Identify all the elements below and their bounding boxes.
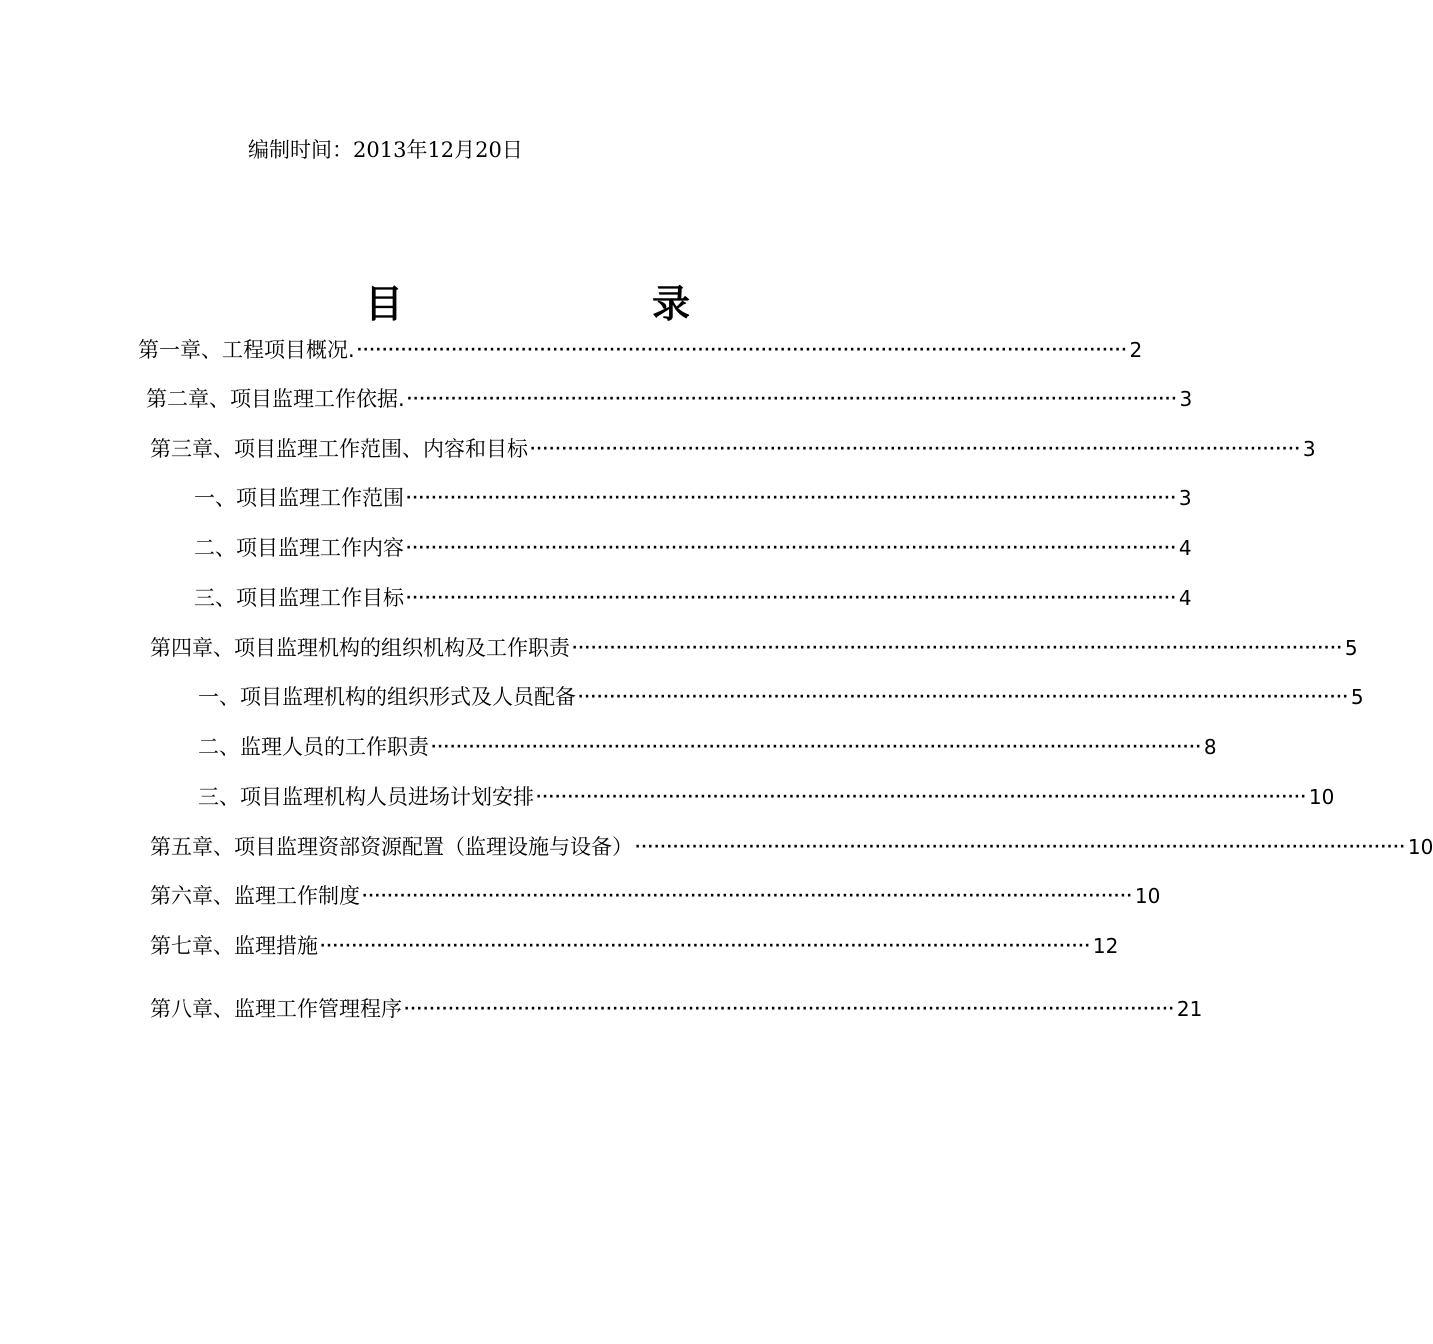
toc-entry-title: 第五章、项目监理资部资源配置（监理设施与设备） — [150, 835, 633, 859]
toc-entry-title: 第一章、工程项目概况. — [138, 338, 355, 362]
dot-leader: ·························································································································· — [362, 888, 1133, 904]
toc-entry-3-2[interactable] — [194, 533, 1192, 563]
toc-page-number: 10 — [1134, 884, 1161, 908]
toc-entry-chapter-8[interactable] — [150, 994, 1203, 1024]
dot-leader: ·························································································································· — [404, 1001, 1175, 1017]
toc-title-left: 目 — [365, 282, 404, 326]
toc-page-number: 3 — [1178, 486, 1192, 510]
toc-title — [0, 278, 950, 330]
toc-entry-title: 二、监理人员的工作职责 — [198, 735, 429, 759]
dot-leader: ·························································································································· — [536, 789, 1307, 805]
dot-leader: ·························································································································· — [406, 590, 1177, 606]
toc-entry-title: 第二章、项目监理工作依据. — [146, 387, 405, 411]
toc-entry-title: 一、项目监理工作范围 — [194, 486, 404, 510]
toc-entry-title: 二、项目监理工作内容 — [194, 536, 404, 560]
toc-page-number: 2 — [1129, 338, 1143, 362]
toc-entry-title: 三、项目监理工作目标 — [194, 586, 404, 610]
toc-entry-3-3[interactable] — [194, 583, 1192, 613]
toc-entry-4-3[interactable] — [198, 782, 1335, 812]
toc-entry-chapter-1[interactable] — [138, 335, 1143, 365]
toc-entry-title: 第三章、项目监理工作范围、内容和目标 — [150, 437, 528, 461]
toc-page-number: 12 — [1092, 934, 1119, 958]
toc-page-number: 4 — [1178, 586, 1192, 610]
toc-entry-title: 第八章、监理工作管理程序 — [150, 997, 402, 1021]
toc-entry-chapter-3[interactable] — [150, 434, 1316, 464]
dot-leader: ·························································································································· — [406, 391, 1178, 407]
toc-entry-chapter-6[interactable] — [150, 881, 1161, 911]
dot-leader: ·························································································································· — [431, 739, 1202, 755]
toc-entry-4-2[interactable] — [198, 732, 1217, 762]
toc-page-number: 21 — [1176, 997, 1203, 1021]
toc-entry-4-1[interactable] — [198, 682, 1364, 712]
toc-entry-chapter-2[interactable] — [146, 384, 1193, 414]
dot-leader: ·························································································································· — [572, 640, 1343, 656]
toc-page-number: 5 — [1350, 685, 1364, 709]
toc-page-number: 3 — [1179, 387, 1193, 411]
toc-entry-title: 第四章、项目监理机构的组织机构及工作职责 — [150, 636, 570, 660]
toc-entry-chapter-5[interactable] — [150, 832, 1433, 862]
dot-leader: ·························································································································· — [530, 441, 1301, 457]
toc-page-number: 10 — [1308, 785, 1335, 809]
toc-entry-chapter-4[interactable] — [150, 633, 1358, 663]
toc-page-number: 4 — [1178, 536, 1192, 560]
dot-leader: ·························································································································· — [406, 540, 1177, 556]
toc-page-number: 5 — [1344, 636, 1358, 660]
dot-leader: ·························································································································· — [578, 689, 1349, 705]
dot-leader: ·························································································································· — [320, 938, 1091, 954]
toc-entry-title: 三、项目监理机构人员进场计划安排 — [198, 785, 534, 809]
toc-entry-3-1[interactable] — [194, 483, 1192, 513]
toc-page-number: 3 — [1302, 437, 1316, 461]
dot-leader: ·························································································································· — [635, 839, 1406, 855]
toc-page-number: 10 — [1407, 835, 1433, 859]
dot-leader: ·························································································································· — [406, 490, 1177, 506]
toc-title-right: 录 — [652, 282, 691, 326]
toc-page-number: 8 — [1203, 735, 1217, 759]
toc-entry-title: 第七章、监理措施 — [150, 934, 318, 958]
compile-date: 编制时间：2013年12月20日 — [248, 138, 523, 162]
toc-entry-chapter-7[interactable] — [150, 931, 1119, 961]
dot-leader: ·························································································································· — [356, 342, 1128, 358]
toc-entry-title: 第六章、监理工作制度 — [150, 884, 360, 908]
toc-entry-title: 一、项目监理机构的组织形式及人员配备 — [198, 685, 576, 709]
